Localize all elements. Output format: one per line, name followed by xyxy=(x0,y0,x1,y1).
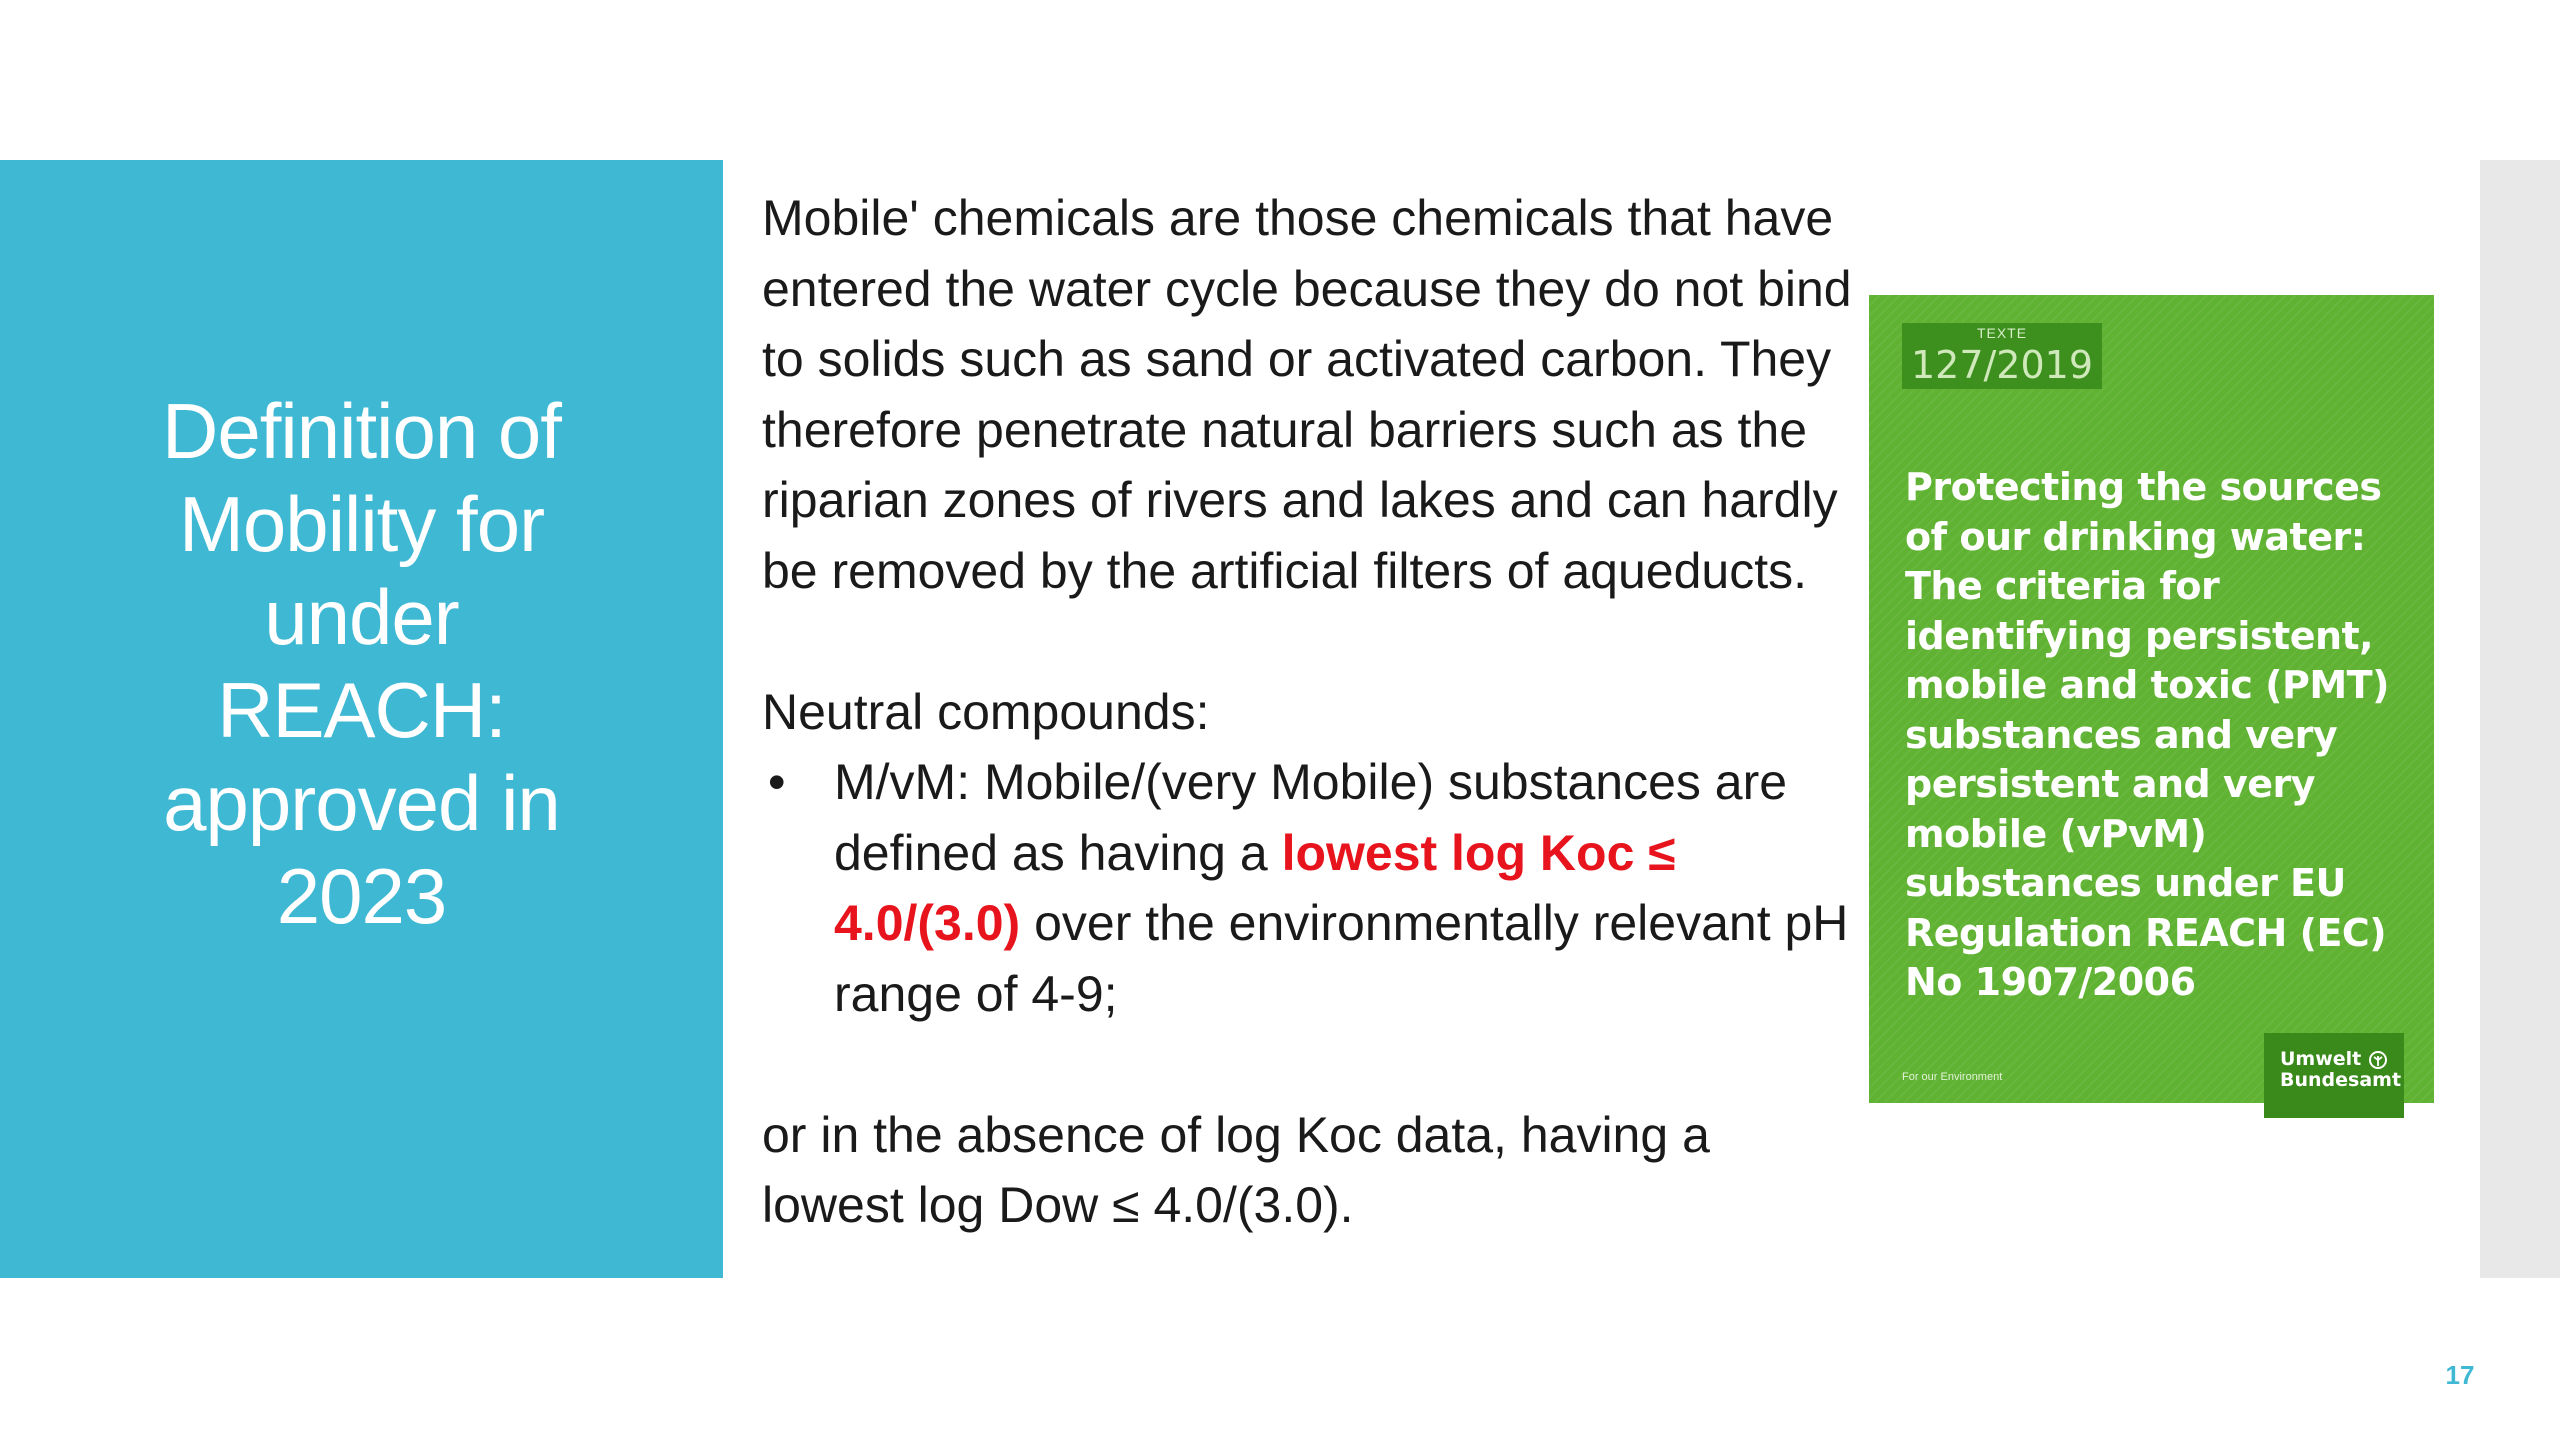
body-text xyxy=(762,183,1862,1241)
spacer xyxy=(762,606,1862,677)
neutral-compounds-heading: Neutral compounds: xyxy=(762,683,1210,740)
koc-threshold-highlight: lowest log Koc ≤ 4.0/(3.0) xyxy=(834,824,1676,951)
spacer xyxy=(762,1029,1862,1100)
bullet-text-before: M/vM: Mobile/(very Mobile) substances are defined as having a xyxy=(834,754,1788,881)
intro-paragraph: Mobile' chemicals are those chemicals that have entered the water cycle because they do not bind to solids such as sand or activated carbon. They therefore penetrate natural barriers such as the riparian zones of rivers and lakes and can hardly be removed by the artificial filters of aqueducts. xyxy=(762,190,1852,599)
slide-title-line: approved in xyxy=(163,759,560,847)
slide-title-line: REACH: xyxy=(217,666,506,754)
logo-line: Umwelt xyxy=(2280,1048,2362,1070)
slide-title-line: Definition of xyxy=(162,387,561,475)
slide-title-line: 2023 xyxy=(276,852,447,940)
slide-title xyxy=(40,385,683,943)
cover-title: Protecting the sources of our drinking water: The criteria for identifying persistent, mobile and toxic (PMT) substances and very persistent and very mobile (vPvM) substances under EU Regulation REACH (EC) No 1907/2006 xyxy=(1905,465,2389,1004)
bullet-item xyxy=(762,747,1862,1029)
cover-footer: For our Environment xyxy=(1902,1071,2003,1083)
bullet-text-after: over the environmentally relevant pH range of 4-9; xyxy=(834,895,1849,1022)
bullet-text xyxy=(834,747,1862,1029)
cover-series-box xyxy=(1902,323,2102,389)
logo-line: Bundesamt xyxy=(2280,1069,2402,1091)
right-decorative-strip xyxy=(2480,160,2560,1278)
dow-paragraph: or in the absence of log Koc data, having a lowest log Dow ≤ 4.0/(3.0). xyxy=(762,1106,1710,1233)
report-cover-image xyxy=(1869,295,2434,1103)
slide-title-line: under xyxy=(264,573,459,661)
title-panel xyxy=(0,160,723,1278)
cover-report-number: 127/2019 xyxy=(1910,343,2094,387)
umweltbundesamt-logo xyxy=(2264,1033,2404,1118)
leaf-icon xyxy=(2368,1050,2388,1070)
page-number: 17 xyxy=(2445,1360,2475,1390)
slide-title-line: Mobility for xyxy=(178,480,545,568)
bullet-marker: • xyxy=(768,754,786,810)
cover-series-label: TEXTE xyxy=(1976,325,2028,341)
